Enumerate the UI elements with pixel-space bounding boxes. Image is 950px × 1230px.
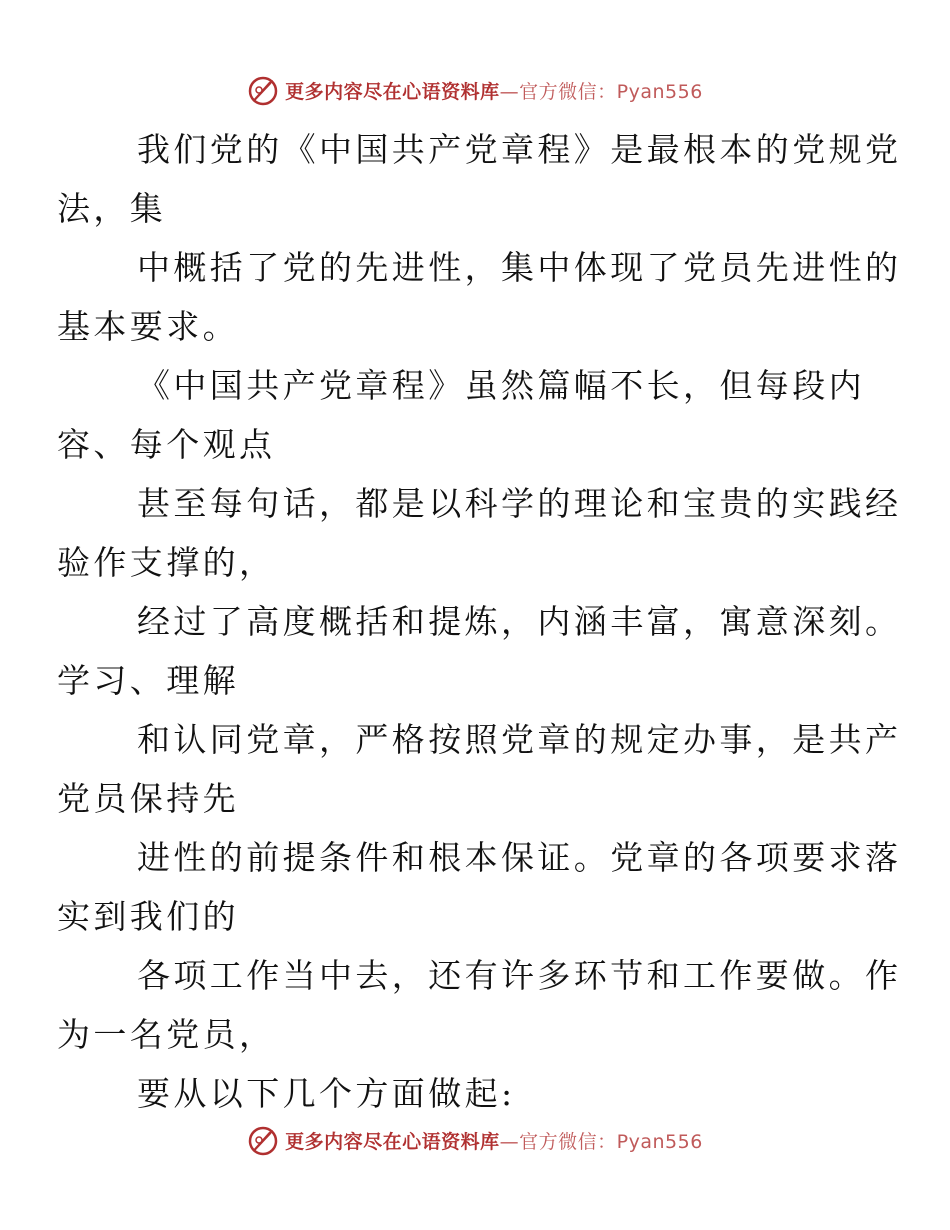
footer-watermark — [0, 1120, 950, 1160]
watermark-dash: — — [499, 80, 520, 103]
watermark-site-name: 更多内容尽在心语资料库 — [285, 80, 500, 103]
paragraph-line: 进性的前提条件和根本保证。党章的各项要求落 — [137, 838, 902, 877]
paragraph-3 — [57, 356, 865, 474]
paragraph-line: 中概括了党的先进性，集中体现了党员先进性的 — [137, 248, 902, 287]
paragraph-line: 党员保持先 — [57, 779, 239, 818]
paragraph-line: 法，集 — [57, 189, 167, 228]
watermark-wechat: 官方微信：Pyan556 — [519, 1130, 703, 1153]
paragraph-line: 甚至每句话，都是以科学的理论和宝贵的实践经 — [137, 484, 902, 523]
paragraph-line: 我们党的《中国共产党章程》是最根本的党规党 — [137, 130, 902, 169]
watermark-text — [285, 77, 703, 104]
paragraph-line: 要从以下几个方面做起: — [137, 1074, 516, 1113]
paragraph-6 — [57, 710, 902, 828]
quill-pen-icon — [247, 1124, 279, 1156]
paragraph-2 — [57, 238, 902, 356]
paragraph-line: 《中国共产党章程》虽然篇幅不长，但每段内 — [137, 366, 865, 405]
paragraph-line: 容、每个观点 — [57, 425, 276, 464]
paragraph-8 — [57, 946, 902, 1064]
paragraph-line: 为一名党员， — [57, 1015, 276, 1054]
paragraph-line: 学习、理解 — [57, 661, 239, 700]
watermark-dash: — — [499, 1130, 520, 1153]
watermark-text — [285, 1127, 703, 1154]
paragraph-line: 验作支撑的， — [57, 543, 276, 582]
paragraph-line: 各项工作当中去，还有许多环节和工作要做。作 — [137, 956, 902, 995]
paragraph-5 — [57, 592, 902, 710]
paragraph-line: 实到我们的 — [57, 897, 239, 936]
header-watermark — [0, 70, 950, 110]
paragraph-line: 和认同党章，严格按照党章的规定办事，是共产 — [137, 720, 902, 759]
paragraph-1 — [57, 120, 902, 238]
watermark-wechat: 官方微信：Pyan556 — [519, 80, 703, 103]
watermark-site-name: 更多内容尽在心语资料库 — [285, 1130, 500, 1153]
paragraph-9 — [97, 1064, 857, 1123]
quill-pen-icon — [247, 74, 279, 106]
document-body — [57, 120, 902, 1123]
paragraph-4 — [57, 474, 902, 592]
paragraph-line: 经过了高度概括和提炼，内涵丰富，寓意深刻。 — [137, 602, 902, 641]
paragraph-line: 基本要求。 — [57, 307, 239, 346]
paragraph-7 — [57, 828, 902, 946]
